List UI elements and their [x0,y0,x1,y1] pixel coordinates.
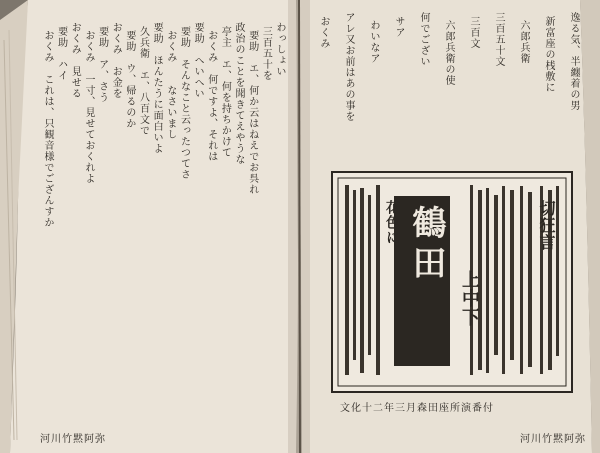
left-page-column: 要助 ほんたうに面白いよ [151,22,163,154]
left-page-column: 要助 ハイ [55,26,67,81]
left-page-footer: 河川竹黙阿弥 [40,434,106,445]
left-page-column: おくみ 何ですよ、それは [205,30,217,162]
left-page-column: わっしょい [274,22,285,77]
left-page-column: 要助 エ、何か云はねえでお呉れ [246,30,258,195]
left-page-column: 亭主 エ、何を持ちかけて [219,26,231,158]
left-page-column: 要助 そんなこと云ったつてさ [178,26,190,180]
left-page-column: 要助 ウ、帰るのか [123,30,135,129]
right-page-column: 六郎兵衛 [518,20,529,64]
right-page-column: わいなア [368,20,379,64]
right-page-footer: 河川竹黙阿弥 [520,434,586,445]
right-page-column: サア [393,16,404,38]
left-page-column: 久兵衛 エ、八百文で [137,26,149,136]
left-page-column: おくみ これは、只観音様でござんすか [42,30,53,228]
left-page-column: おくみ 一寸、見せておくれよ [82,30,94,184]
playbill-header-mid: 花色に [384,200,400,245]
right-page-column: アレ又お前はあの事を [343,12,354,122]
left-page-column: おくみ お金を [110,22,122,99]
left-page-column: 政治のことを聞きてえやうな [233,22,245,165]
playbill-header-left: 切狂言 [537,200,556,251]
left-page-column: おくみ なさいまし [164,30,176,140]
right-page-column: 新富座の桟敷に [543,16,554,93]
right-page-column: 何でござい [418,12,429,67]
right-page-column: 三百五十文 [493,12,504,67]
right-page-column: 逸る気、半纏着の男 [568,12,579,111]
left-page-column: 三百五十を [260,26,272,81]
left-page-column: おくみ 見せる [69,22,81,99]
right-page-column: 三百文 [468,16,479,49]
playbill-title-side: 上中下 [459,270,480,327]
right-page-column: おくみ [318,16,329,49]
right-page-column: 六郎兵衛の使 [443,20,454,86]
playbill-title: 鶴田 [406,205,446,285]
playbill-caption: 文化十二年三月森田座所演番付 [340,403,494,414]
left-page-column: 要助 ア、さう [96,26,108,103]
left-page-column: 要助 へいへい [192,22,204,99]
spine [299,0,300,453]
